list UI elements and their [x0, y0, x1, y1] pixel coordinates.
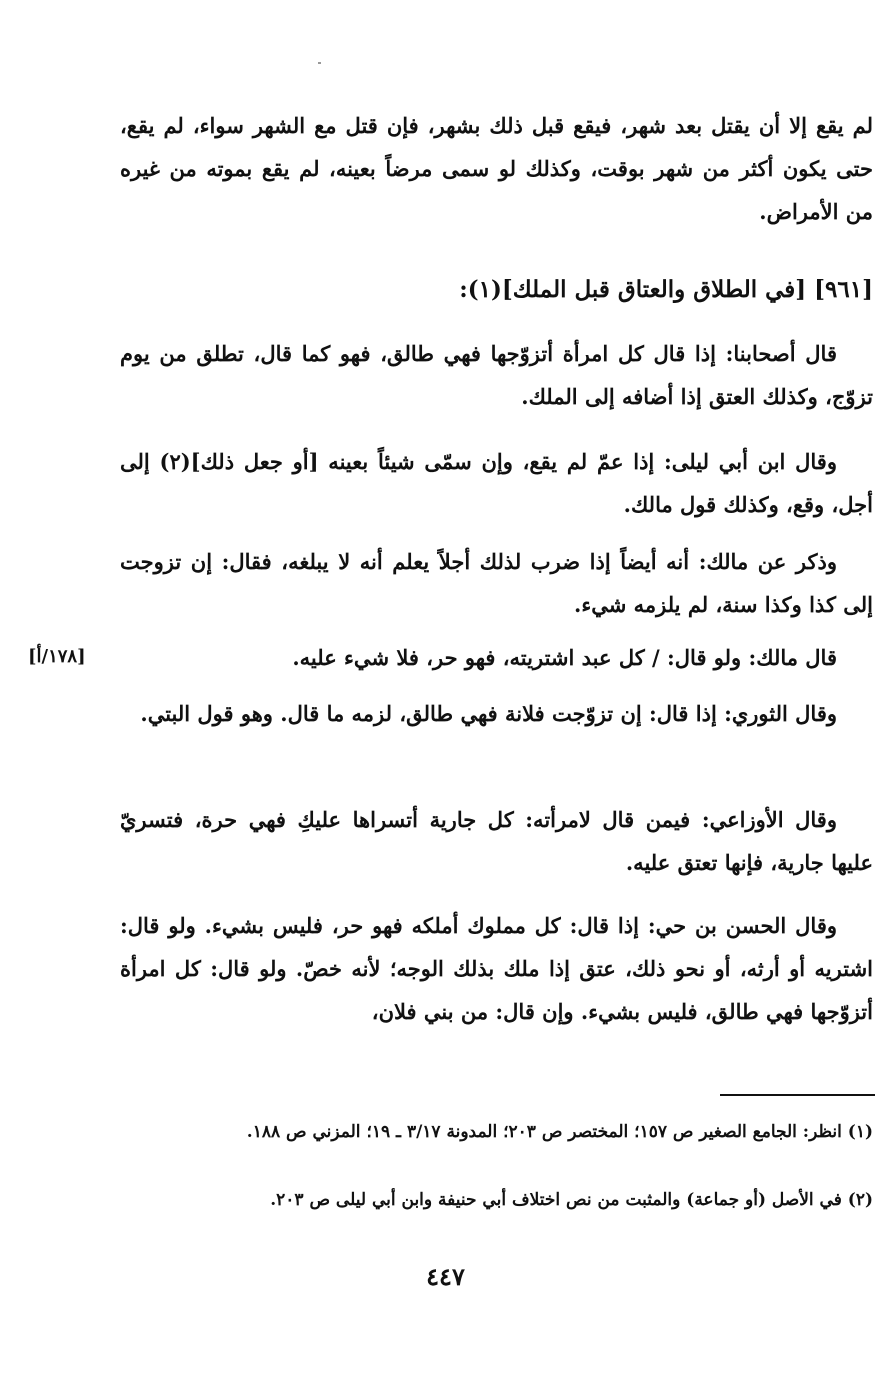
paragraph-malik-abd: قال مالك: ولو قال: / كل عبد اشتريته، فهو حر، فلا شيء عليه.: [292, 645, 837, 670]
paragraph-awzai: وقال الأوزاعي: فيمن قال لامرأته: كل جارية أتسراها عليكِ فهي حرة، فتسريّ عليها جارية، فإنها تعتق عليه.: [120, 807, 873, 875]
paragraph-ashabuna: قال أصحابنا: إذا قال كل امرأة أتزوّجها فهي طالق، فهو كما قال، تطلق من يوم تزوّج، وكذلك العتق إذا أضافه إلى الملك.: [120, 341, 873, 409]
footnote-separator: [720, 1094, 875, 1096]
paragraph-thawri: وقال الثوري: إذا قال: إن تزوّجت فلانة فهي طالق، لزمه ما قال. وهو قول البتي.: [140, 701, 837, 726]
scan-speck: [318, 62, 321, 64]
paragraph-hasan-bin-hay: وقال الحسن بن حي: إذا قال: كل مملوك أملكه فهو حر، فليس بشيء. ولو قال: اشتريه أو أرثه، أو نحو ذلك، عتق إذا ملك بذلك الوجه؛ لأنه خصّ. ولو قال: كل امرأة أتزوّجها فهي طالق، فليس بشيء. وإن قال: من بني فلان،: [120, 913, 873, 1024]
manuscript-folio-marker: [١٧٨/أ]: [28, 646, 86, 667]
section-heading: [٩٦١] [في الطلاق والعتاق قبل الملك](١):: [459, 276, 873, 303]
paragraph-ibn-abi-layla: وقال ابن أبي ليلى: إذا عمّ لم يقع، وإن سمّى شيئاً بعينه [أو جعل ذلك](٢) إلى أجل، وقع، وكذلك قول مالك.: [120, 449, 873, 517]
paragraph-continuation: لم يقع إلا أن يقتل بعد شهر، فيقع قبل ذلك بشهر، فإن قتل مع الشهر سواء، لم يقع، حتى يكون أكثر من شهر بوقت، وكذلك لو سمى مرضاً بعينه، لم يقع بموته من غيره من الأمراض.: [120, 113, 873, 224]
page-number: ٤٤٧: [426, 1262, 465, 1291]
paragraph-malik-ajal: وذكر عن مالك: أنه أيضاً إذا ضرب لذلك أجلاً يعلم أنه لا يبلغه، فقال: إن تزوجت إلى كذا وكذا سنة، لم يلزمه شيء.: [120, 549, 873, 617]
footnote-2: (٢) في الأصل (أو جماعة) والمثبت من نص اختلاف أبي حنيفة وابن أبي ليلى ص ٢٠٣.: [270, 1190, 873, 1210]
footnote-1: (١) انظر: الجامع الصغير ص ١٥٧؛ المختصر ص ٢٠٣؛ المدونة ٣/١٧ ـ ١٩؛ المزني ص ١٨٨.: [246, 1122, 873, 1142]
